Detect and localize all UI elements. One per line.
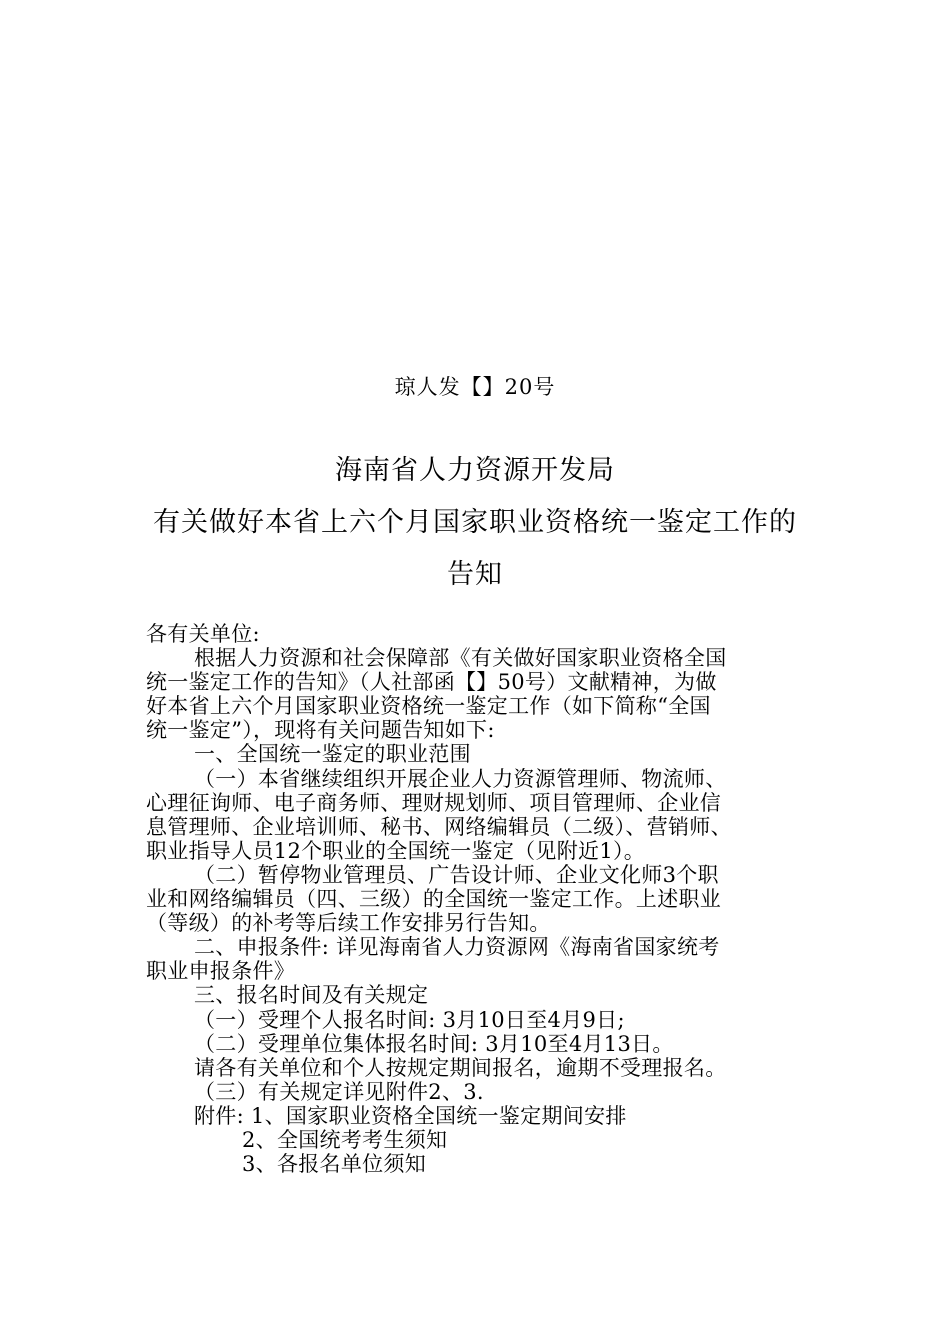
body-line: 职业指导人员12个职业的全国统一鉴定（见附近1）。 — [146, 838, 646, 863]
body-line: （一）本省继续组织开展企业人力资源管理师、物流师、 — [194, 766, 727, 791]
body-line: （一）受理个人报名时间: 3月10日至4月9日; — [194, 1007, 625, 1032]
section-heading: 一、全国统一鉴定的职业范围 — [194, 742, 471, 767]
body-line: （三）有关规定详见附件2、3. — [194, 1079, 484, 1104]
attachment-line: 2、全国统考考生须知 — [242, 1127, 448, 1152]
section-heading: 二、申报条件: 详见海南省人力资源网《海南省国家统考 — [194, 935, 720, 960]
section-heading: 三、报名时间及有关规定 — [194, 983, 429, 1008]
body-line: 根据人力资源和社会保障部《有关做好国家职业资格全国 — [194, 646, 727, 671]
body-line: 统一鉴定”），现将有关问题告知如下: — [146, 718, 495, 743]
document-number: 琼人发【】20号 — [394, 375, 556, 399]
body-line: 心理征询师、电子商务师、理财规划师、项目管理师、企业信 — [146, 790, 722, 815]
document-body — [146, 622, 836, 1176]
title-line-1: 海南省人力资源开发局 — [335, 455, 615, 486]
body-line: （二）暂停物业管理员、广告设计师、企业文化师3个职 — [194, 862, 719, 887]
body-line: 业和网络编辑员（四、三级）的全国统一鉴定工作。上述职业 — [146, 887, 722, 912]
body-line: 息管理师、企业培训师、秘书、网络编辑员（二级）、营销师、 — [146, 814, 732, 839]
body-line: 好本省上六个月国家职业资格统一鉴定工作（如下简称“全国 — [146, 694, 711, 719]
body-line: 请各有关单位和个人按规定期间报名，逾期不受理报名。 — [194, 1055, 727, 1080]
body-line: 职业申报条件》 — [146, 959, 296, 984]
attachment-line: 3、各报名单位须知 — [242, 1152, 427, 1177]
salutation: 各有关单位: — [146, 622, 260, 646]
title-line-3: 告知 — [447, 559, 503, 590]
body-line: （二）受理单位集体报名时间: 3月10至4月13日。 — [194, 1031, 674, 1056]
attachment-line: 附件: 1、国家职业资格全国统一鉴定期间安排 — [194, 1103, 627, 1128]
body-line: 统一鉴定工作的告知》（人社部函【】50号）文献精神，为做 — [146, 670, 717, 695]
title-line-2: 有关做好本省上六个月国家职业资格统一鉴定工作的 — [153, 507, 797, 538]
body-line: （等级）的补考等后续工作安排另行告知。 — [146, 911, 551, 936]
